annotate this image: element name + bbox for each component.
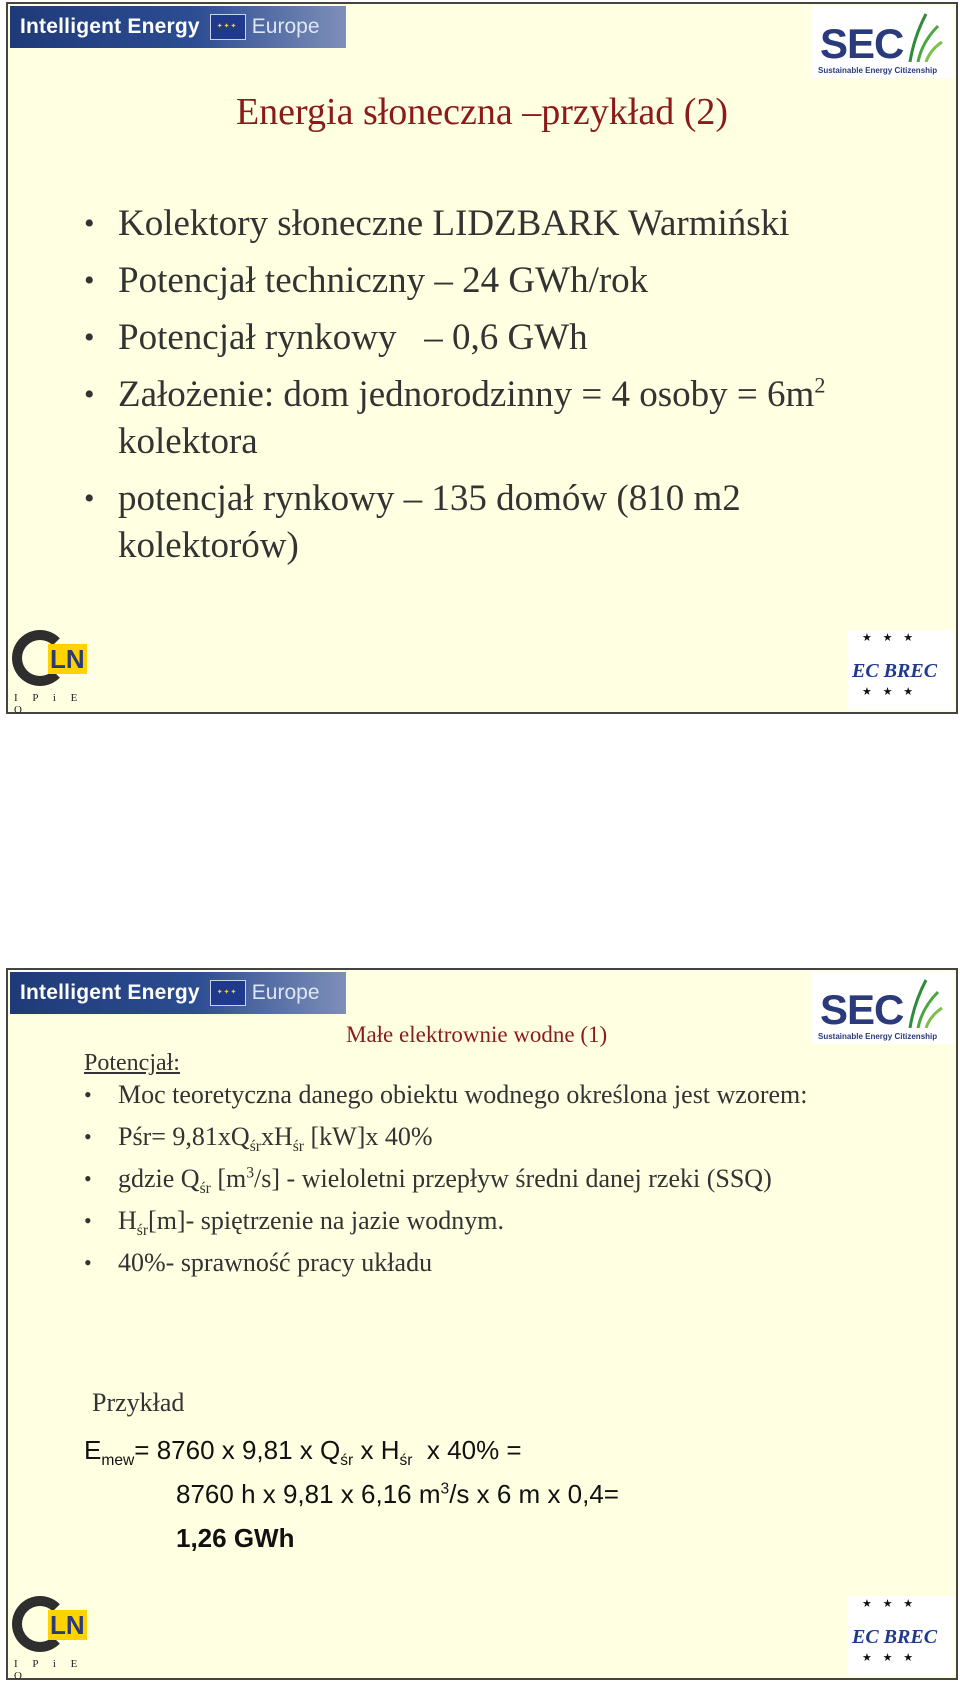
- formula-line: [84, 1472, 619, 1516]
- list-item: • Kolektory słoneczne LIDZBARK Warmiński: [84, 200, 864, 247]
- cln-logo-subtitle: I P i E O: [14, 692, 84, 716]
- stars-icon: ★ ★ ★: [862, 686, 918, 698]
- slide-title: Energia słoneczna –przykład (2): [235, 91, 729, 133]
- list-item: [84, 1162, 864, 1196]
- sec-logo-subtitle: Sustainable Energy Citizenship: [818, 66, 938, 75]
- sec-logo: [812, 6, 954, 78]
- bullet-text: Pśr= 9,81xQ: [118, 1122, 250, 1151]
- slide-title: Małe elektrownie wodne (1): [346, 1022, 608, 1047]
- sec-logo-letters: SEC: [820, 20, 904, 67]
- bullet-list: [84, 1078, 864, 1288]
- formula-text: E: [84, 1435, 102, 1465]
- subscript: mew: [101, 1452, 135, 1470]
- list-item: [84, 371, 864, 465]
- sec-logo: [812, 972, 954, 1044]
- bullet-text: gdzie Q: [118, 1164, 200, 1193]
- stars-icon: ★ ★ ★: [862, 1598, 918, 1610]
- cln-logo-subtitle: I P i E O: [14, 1658, 84, 1682]
- bullet-text: /s] - wieloletni przepływ średni danej rzeki (SSQ): [254, 1164, 772, 1193]
- list-item: [84, 1120, 864, 1154]
- formula-text: x H: [353, 1435, 400, 1465]
- stars-icon: ★ ★ ★: [862, 632, 918, 644]
- sec-logo-subtitle: Sustainable Energy Citizenship: [818, 1032, 938, 1041]
- list-item: • potencjał rynkowy – 135 domów (810 m2 kolektorów): [84, 475, 864, 569]
- formula-text: = 8760 x 9,81 x Q: [134, 1435, 341, 1465]
- superscript: 3: [440, 1480, 450, 1498]
- superscript: 3: [246, 1164, 255, 1182]
- eu-flag-icon: [210, 14, 246, 40]
- cln-logo-text: LN: [50, 1610, 85, 1640]
- ec-brec-text: EC BREC: [852, 660, 938, 682]
- example-heading: Przykład: [92, 1388, 185, 1417]
- ec-brec-logo: [848, 1596, 954, 1676]
- list-item: [84, 1204, 864, 1238]
- result-text: 1,26 GWh: [176, 1523, 295, 1553]
- superscript: 2: [814, 372, 826, 398]
- subscript: śr: [399, 1452, 413, 1470]
- list-item: • Potencjał rynkowy – 0,6 GWh: [84, 314, 864, 361]
- formula-text: x 40% =: [412, 1435, 522, 1465]
- bullet-text: Założenie: dom jednorodzinny = 4 osoby = 6m: [118, 374, 815, 415]
- grass-icon: [904, 978, 944, 1028]
- formula-text: /s x 6 m x 0,4=: [449, 1479, 619, 1509]
- bullet-text: [m]- spiętrzenie na jazie wodnym.: [148, 1206, 504, 1235]
- ie-logo-text: Intelligent Energy: [20, 15, 200, 38]
- eu-flag-icon: [210, 980, 246, 1006]
- subscript: śr: [136, 1222, 149, 1240]
- sec-logo-letters: SEC: [820, 986, 904, 1033]
- slide-2: [6, 968, 958, 1680]
- stars-icon: ★ ★ ★: [862, 1652, 918, 1664]
- ie-logo-europe: Europe: [251, 15, 320, 38]
- bullet-text: H: [118, 1206, 137, 1235]
- intelligent-energy-logo: [10, 972, 346, 1014]
- formula-line: [84, 1435, 522, 1470]
- bullet-text: [m: [210, 1164, 247, 1193]
- bullet-text: xH: [260, 1122, 293, 1151]
- cln-logo-text: LN: [50, 644, 85, 674]
- list-item: • 40%- sprawność pracy układu: [84, 1246, 864, 1280]
- subscript: śr: [199, 1180, 211, 1198]
- ec-brec-logo: [848, 630, 954, 710]
- list-item: • Moc teoretyczna danego obiektu wodnego określona jest wzorem:: [84, 1078, 864, 1112]
- intelligent-energy-logo: [10, 6, 346, 48]
- section-heading: Potencjał:: [84, 1050, 180, 1076]
- cln-logo: [10, 1596, 102, 1682]
- subscript: śr: [249, 1138, 261, 1156]
- cln-logo: [10, 630, 102, 716]
- bullet-text: kolektora: [118, 421, 258, 462]
- subscript: śr: [292, 1138, 304, 1156]
- bullet-text: [kW]x 40%: [304, 1122, 433, 1151]
- ie-logo-text: Intelligent Energy: [20, 981, 200, 1004]
- formula-result: [84, 1516, 619, 1560]
- formula-text: 8760 h x 9,81 x 6,16 m: [176, 1479, 441, 1509]
- bullet-list: [84, 200, 864, 579]
- ec-brec-text: EC BREC: [852, 1626, 938, 1648]
- grass-icon: [904, 12, 944, 62]
- subscript: śr: [340, 1452, 354, 1470]
- slide-1: [6, 2, 958, 714]
- formula-block: [84, 1428, 619, 1560]
- list-item: • Potencjał techniczny – 24 GWh/rok: [84, 257, 864, 304]
- ie-logo-europe: Europe: [251, 981, 320, 1004]
